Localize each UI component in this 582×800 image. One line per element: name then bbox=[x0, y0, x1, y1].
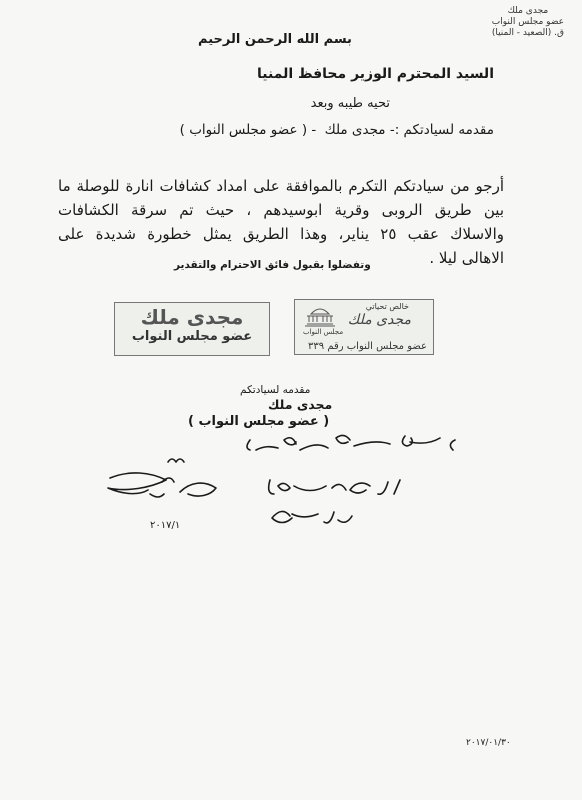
parliament-stamp-member: عضو مجلس النواب رقم ٣٣٩ bbox=[308, 341, 427, 352]
letter-body bbox=[58, 174, 504, 270]
letterhead-title: عضو مجلس النواب bbox=[491, 17, 564, 27]
signature-name: مجدى ملك bbox=[268, 397, 333, 412]
submitted-by-title: - ( عضو مجلس النواب ) bbox=[179, 122, 317, 138]
recipient-line: السيد المحترم الوزير محافظ المنيا bbox=[257, 66, 494, 82]
handwritten-date: ٢٠١٧/١ bbox=[150, 520, 181, 531]
submitted-by-prefix: مقدمه لسيادتكم :- مجدى ملك bbox=[324, 122, 494, 138]
parliament-stamp bbox=[294, 299, 434, 355]
letterhead-name: مجدى ملك bbox=[507, 6, 549, 16]
submitted-by-line bbox=[176, 122, 494, 138]
name-stamp-title: عضو مجلس النواب bbox=[131, 329, 253, 344]
parliament-stamp-house: مجلس النواب bbox=[303, 328, 344, 336]
body-line: والاسلاك عقب ٢٥ يناير، وهذا الطريق يمثل خطورة شديدة على bbox=[58, 225, 504, 243]
parliament-building-icon bbox=[303, 306, 337, 328]
body-line: أرجو من سيادتكم التكرم بالموافقة على امداد كشافات انارة للوصلة ما bbox=[58, 177, 504, 195]
letterhead-district: ق. (الصعيد - المنيا) bbox=[491, 28, 564, 38]
parliament-stamp-name: مجدى ملك bbox=[347, 312, 411, 328]
closing-line: وتفضلوا بقبول فائق الاحترام والتقدير bbox=[174, 259, 371, 271]
letterhead bbox=[492, 6, 564, 39]
body-line: بين طريق الروبى وقرية ابوسيدهم ، حيث تم سرقة الكشافات bbox=[58, 201, 504, 219]
name-stamp-name: مجدى ملك bbox=[140, 305, 244, 329]
body-line: الاهالى ليلا . bbox=[429, 249, 504, 267]
basmala: بسم الله الرحمن الرحيم bbox=[198, 32, 352, 47]
name-stamp bbox=[114, 302, 270, 356]
parliament-stamp-greeting: خالص تحياتي bbox=[365, 302, 409, 311]
signature-intro: مقدمه لسيادتكم bbox=[240, 384, 311, 396]
greeting-line: تحيه طيبه وبعد bbox=[310, 96, 390, 111]
footer-date: ٢٠١٧/٠١/٣٠ bbox=[466, 738, 511, 748]
signature-title: ( عضو مجلس النواب ) bbox=[188, 414, 330, 429]
